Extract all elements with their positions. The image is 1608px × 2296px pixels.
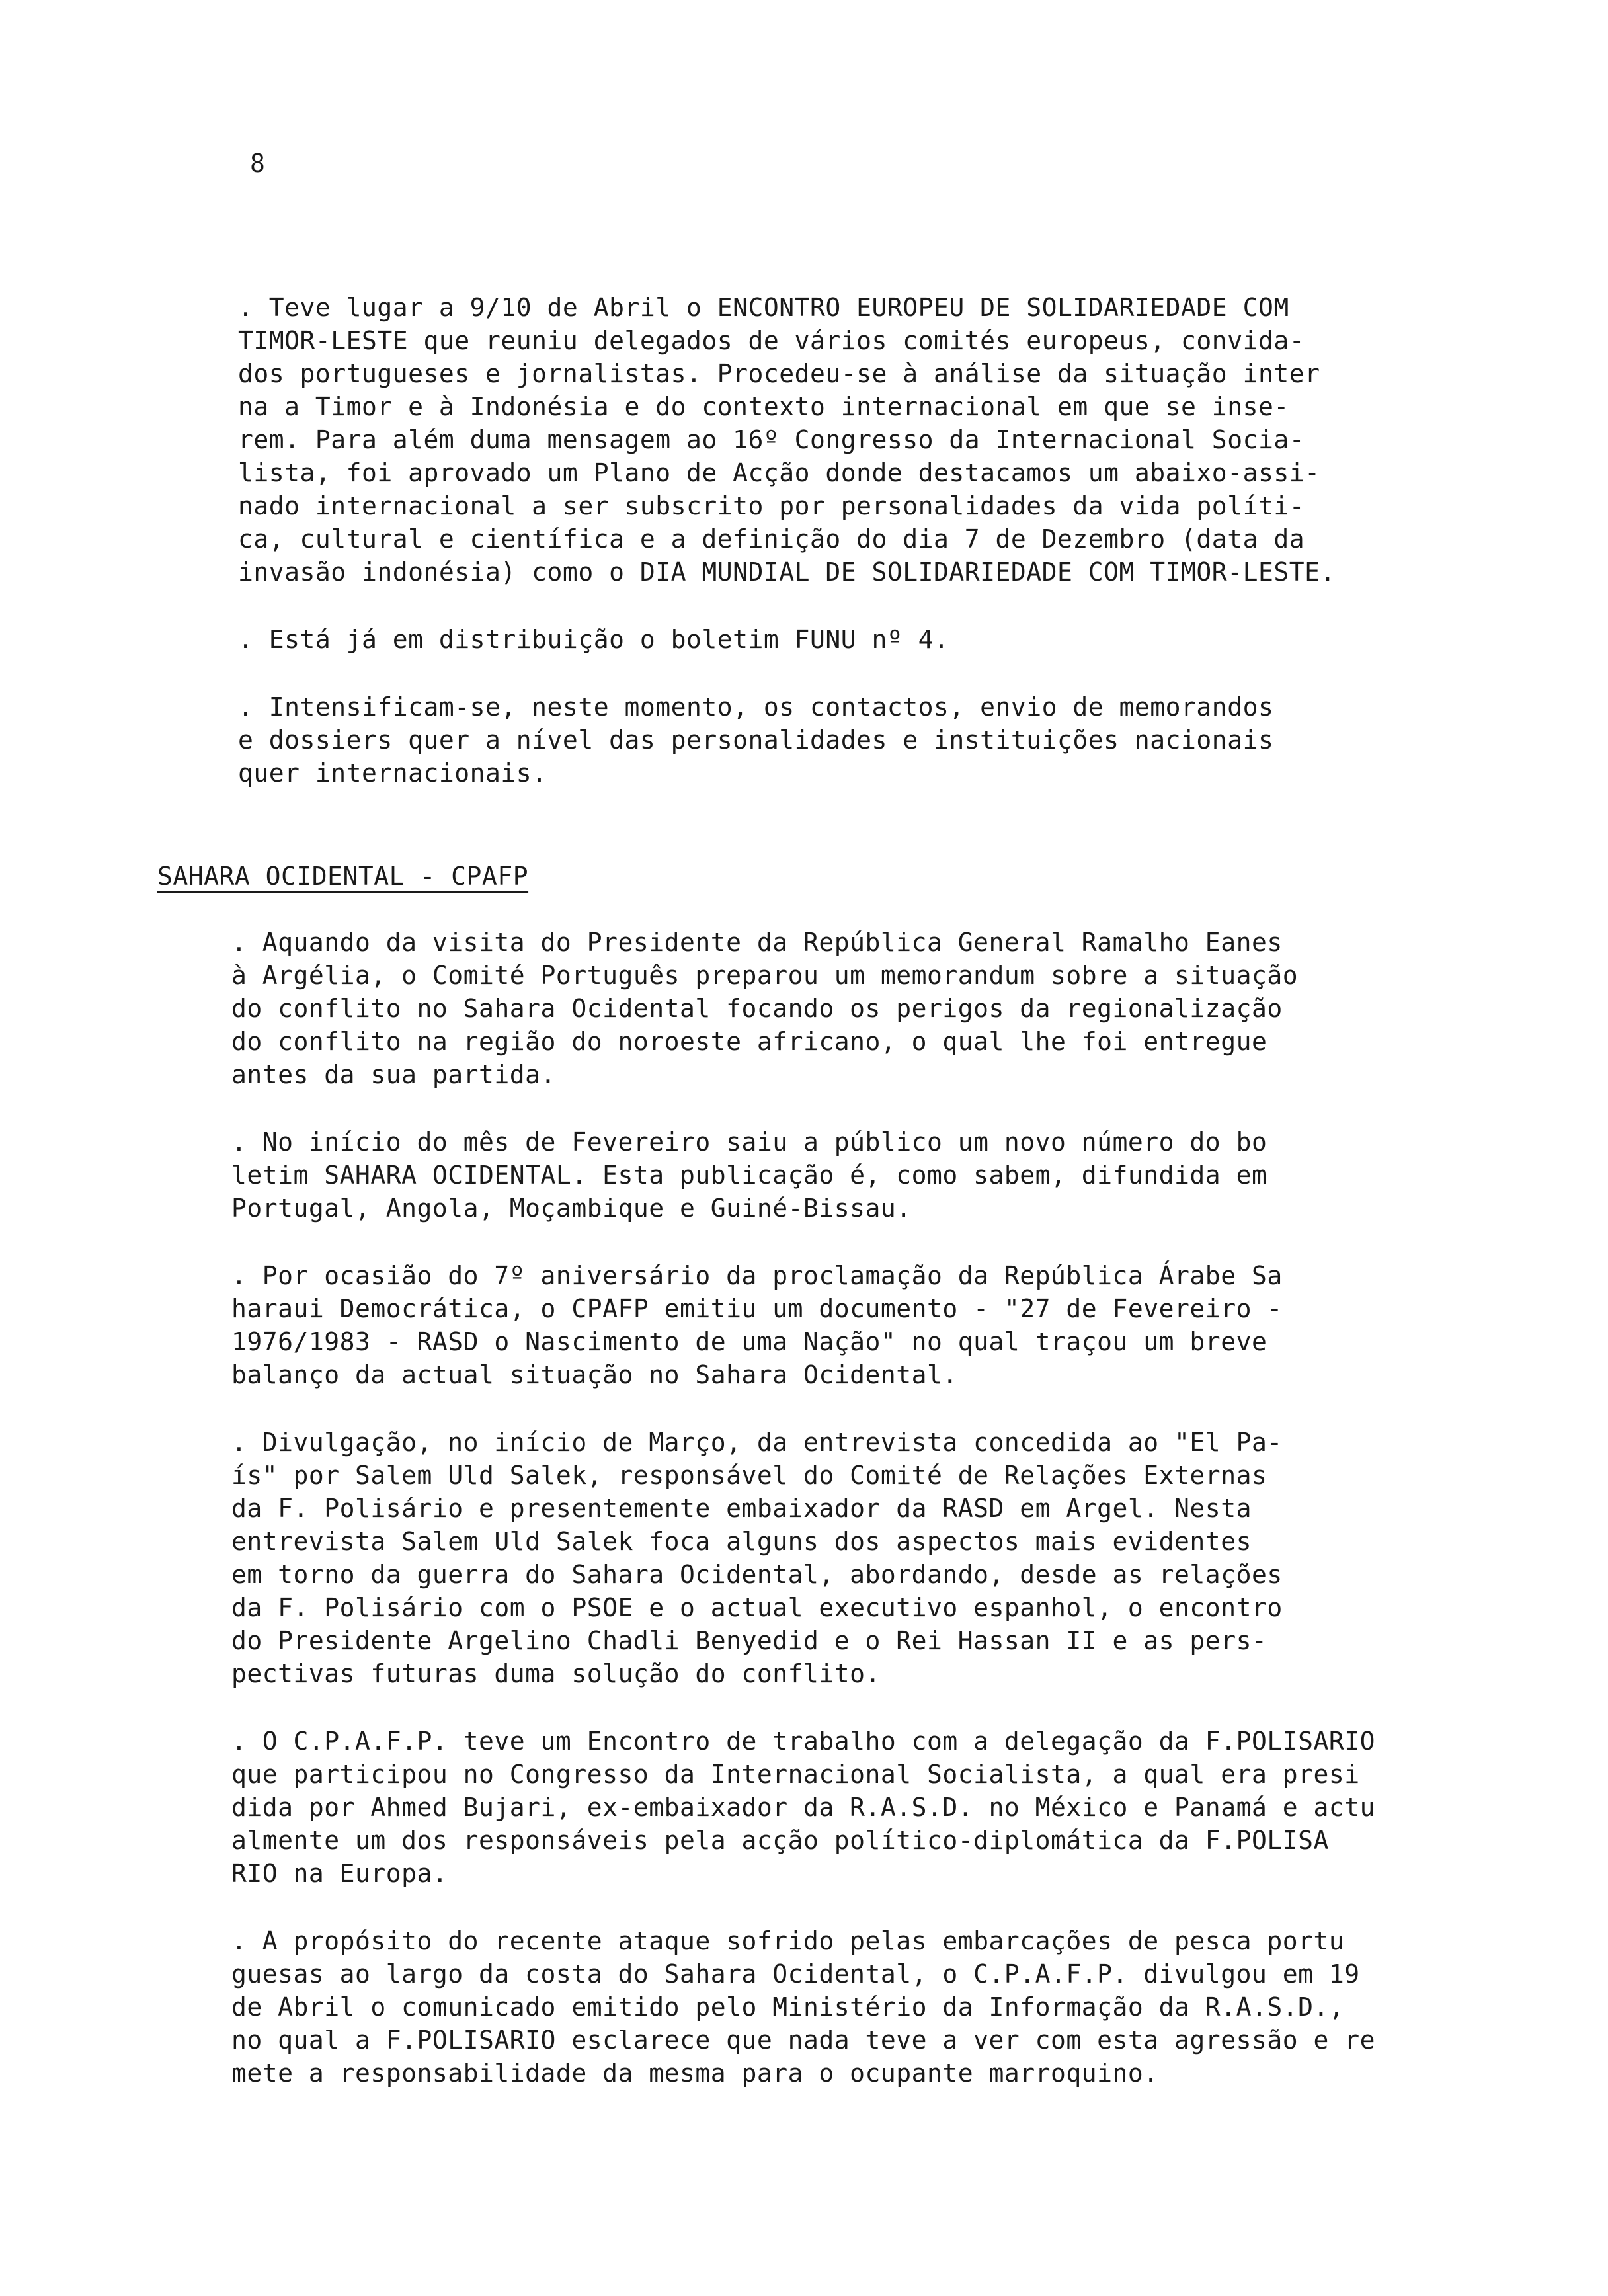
paragraph-visita-presidente: . Aquando da visita do Presidente da República General Ramalho Eanes à Argélia, o Comité Português preparou um memorandum sobre a situação do conflito no Sahara Ocidental focando os perigos da regionalização do conflito na região do noroeste africano, o qual lhe foi entregue antes da sua partida.: [231, 928, 1299, 1089]
section-heading-sahara: SAHARA OCIDENTAL - CPAFP: [157, 862, 529, 891]
timor-section: [238, 291, 1402, 824]
page-number: 8: [250, 149, 265, 178]
paragraph-ataque-pesca: . A propósito do recente ataque sofrido pelas embarcações de pesca portu guesas ao largo da costa do Sahara Ocidental, o C.P.A.F.P. divulgou em 19 de Abril o comunicado emitido pelo Ministério da Informação da R.A.S.D., no qual a F.POLISARIO esclarece que nada teve a ver com esta agressão e re mete a responsabilidade da mesma para o ocupante marroquino.: [231, 1926, 1375, 2088]
paragraph-contactos: . Intensificam-se, neste momento, os contactos, envio de memorandos e dossiers quer a nível das personalidades e instituições nacionais quer internacionais.: [238, 692, 1274, 788]
paragraph-encontro-polisario: . O C.P.A.F.P. teve um Encontro de trabalho com a delegação da F.POLISARIO que participou no Congresso da Internacional Socialista, a qual era presi dida por Ahmed Bujari, ex-embaixador da R.A.S.D. no México e Panamá e actu almente um dos responsáveis pela acção político-diplomática da F.POLISA RIO na Europa.: [231, 1727, 1375, 1888]
paragraph-aniversario-rasd: . Por ocasião do 7º aniversário da proclamação da República Árabe Sa haraui Democrática, o CPAFP emitiu um documento - "27 de Fevereiro - 1976/1983 - RASD o Nascimento de uma Nação" no qual traçou um breve balanço da actual situação no Sahara Ocidental.: [231, 1261, 1283, 1389]
sahara-section: [231, 926, 1422, 2124]
paragraph-boletim-sahara: . No início do mês de Fevereiro saiu a público um novo número do bo letim SAHARA OCIDENTAL. Esta publicação é, como sabem, difundida em Portugal, Angola, Moçambique e Guiné-Bissau.: [231, 1128, 1267, 1223]
paragraph-boletim-funu: . Está já em distribuição o boletim FUNU nº 4.: [238, 625, 949, 654]
paragraph-encontro-europeu: . Teve lugar a 9/10 de Abril o ENCONTRO EUROPEU DE SOLIDARIEDADE COM TIMOR-LESTE que reuniu delegados de vários comités europeus, convida- dos portugueses e jornalistas. Procedeu-se à análise da situação inter na a Timor e à Indonésia e do contexto internacional em que se inse- rem. Para além duma mensagem ao 16º Congresso da Internacional Socia- lista, foi aprovado um Plano de Acção donde destacamos um abaixo-assi- nado internacional a ser subscrito por personalidades da vida políti- ca, cultural e científica e a definição do dia 7 de Dezembro (data da invasão indonésia) como o DIA MUNDIAL DE SOLIDARIEDADE COM TIMOR-LESTE.: [238, 293, 1336, 587]
paragraph-entrevista-el-pais: . Divulgação, no início de Março, da entrevista concedida ao "El Pa- ís" por Salem Uld Salek, responsável do Comité de Relações Externas da F. Polisário e presentemente embaixador da RASD em Argel. Nesta entrevista Salem Uld Salek foca alguns dos aspectos mais evidentes em torno da guerra do Sahara Ocidental, abordando, desde as relações da F. Polisário com o PSOE e o actual executivo espanhol, o encontro do Presidente Argelino Chadli Benyedid e o Rei Hassan II e as pers- pectivas futuras duma solução do conflito.: [231, 1428, 1283, 1688]
